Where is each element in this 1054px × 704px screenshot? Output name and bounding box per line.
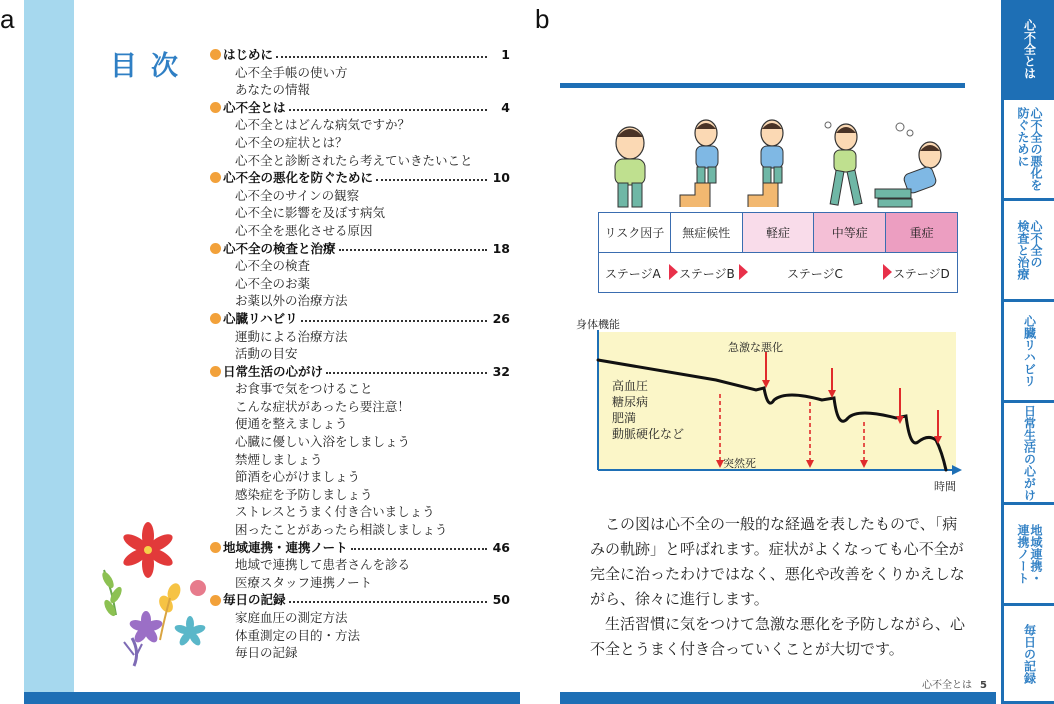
toc-subsection[interactable]: 心不全に影響を及ぼす病気 [235,205,386,221]
toc-subsection[interactable]: 家庭血圧の測定方法 [235,610,348,625]
severity-cell: 軽症 [743,213,815,252]
patient-figures-illustration [600,115,960,210]
page-bottom-bar [560,692,996,704]
toc-subsection[interactable]: お薬以外の治療方法 [235,293,348,309]
chart-annotation-sudden-worsening: 急激な悪化 [728,341,783,354]
bullet-icon [210,366,221,377]
stage-label: ステージD [893,267,950,281]
toc-section[interactable] [210,169,510,187]
dot-leader [339,249,487,251]
panel-label-a: a [0,4,15,34]
severity-cell: 無症候性 [671,213,743,252]
figure-stairs-1 [680,120,718,207]
table-of-contents [210,46,510,662]
section-tab-label: 毎日の記録 [1022,623,1037,684]
section-tab[interactable] [1001,100,1054,201]
toc-page-number: 46 [492,539,510,555]
stage-arrow-icon [669,264,678,280]
toc-subsection[interactable]: 活動の目安 [235,346,298,362]
page-footer [922,676,987,691]
x-axis-arrow-icon [952,465,962,475]
toc-subsection[interactable]: 心臓に優しい入浴をしましょう [235,434,411,450]
dot-leader [276,56,487,58]
toc-section[interactable] [210,363,510,381]
dot-leader [289,109,487,111]
body-text [590,512,970,662]
severity-cell: 中等症 [814,213,886,252]
toc-page-number: 26 [492,310,510,326]
bullet-icon [210,243,221,254]
toc-section-title: 心不全とは [223,99,286,115]
body-paragraph: この図は心不全の一般的な経過を表したもので、「病みの軌跡」と呼ばれます。症状がよくなっても心不全が完全に治ったわけではなく、悪化や改善をくりかえしながら、徐々に進行します。 [590,515,965,608]
disease-item: 糖尿病 [612,395,649,409]
dot-leader [289,601,487,603]
section-tab-label: 心臓リハビリ [1022,315,1037,387]
content-page [560,0,996,704]
toc-subsection[interactable]: 便通を整えましょう [235,416,348,432]
bullet-icon [210,172,221,183]
toc-subsection[interactable]: 心不全を悪化させる原因 [235,222,373,238]
section-tab[interactable] [1001,403,1054,505]
footer-page-number: 5 [980,680,987,691]
toc-subsection[interactable]: 心不全の検査 [235,258,311,274]
section-tab-label: 心不全とは [1022,18,1037,79]
toc-section[interactable] [210,591,510,609]
risk-disease-list [612,378,684,442]
toc-subsection[interactable]: 心不全のサインの観察 [235,187,360,203]
disease-item: 動脈硬化など [612,427,685,441]
toc-page [24,0,520,704]
chart-annotation-sudden-death: 突然死 [723,457,756,470]
chart-y-label: 身体機能 [576,318,620,331]
section-tab[interactable] [1001,606,1054,704]
toc-subsection[interactable]: 困ったことがあったら相談しましょう [235,522,448,538]
chart-x-label: 時間 [934,480,956,493]
toc-section-title: 心不全の検査と治療 [223,240,336,256]
footer-section: 心不全とは [922,680,972,691]
toc-section[interactable] [210,46,510,64]
toc-section[interactable] [210,539,510,557]
toc-page-number: 50 [492,592,510,608]
figure-collapsed [875,123,941,207]
toc-subsection[interactable]: 心不全とはどんな病気ですか？ [235,117,411,133]
section-tab[interactable] [1001,505,1054,606]
toc-section-title: 地域連携・連携ノート [223,539,348,555]
disease-item: 肥満 [612,411,637,425]
toc-subsection[interactable]: 毎日の記録 [235,645,298,661]
toc-subsection[interactable]: こんな症状があったら要注意！ [235,398,410,414]
bullet-icon [210,102,221,113]
toc-subsection[interactable]: ストレスとうまく付き合いましょう [235,504,435,520]
section-tab-label: 心不全の悪化を 防ぐために [1016,107,1043,191]
body-paragraph: 生活習慣に気をつけて急激な悪化を予防しながら、心不全とうまく付き合っていくことが大切です。 [590,615,966,658]
toc-subsection[interactable]: 節酒を心がけましょう [235,469,361,485]
page-side-stripe [24,0,74,704]
severity-row [599,213,957,253]
toc-section-title: 心臓リハビリ [223,310,298,326]
figure-walking [825,122,862,205]
stage-row [599,253,957,293]
toc-subsection[interactable]: 地域で連携して患者さんを診る [235,557,411,573]
toc-subsection[interactable]: お食事で気をつけること [235,381,373,397]
toc-section[interactable] [210,310,510,328]
header-rule [560,83,965,88]
toc-section[interactable] [210,240,510,258]
page-bottom-bar [24,692,520,704]
section-tab-label: 地域連携・ 連携ノート [1016,524,1043,584]
stage-label: ステージC [787,267,843,281]
toc-subsection[interactable]: 感染症を予防しましょう [235,486,373,502]
bullet-icon [210,313,221,324]
toc-title: 目次 [110,51,192,82]
severity-cell: リスク因子 [599,213,671,252]
toc-section-title: はじめに [223,47,274,62]
section-tab-label: 日常生活の心がけ [1022,404,1037,501]
toc-section-title: 心不全の悪化を防ぐために [223,170,374,186]
toc-page-number: 10 [492,170,510,186]
toc-page-number: 1 [501,47,510,62]
dot-leader [301,320,487,322]
stage-table [598,212,958,293]
toc-section-title: 日常生活の心がけ [223,363,324,379]
toc-section-title: 毎日の記録 [223,592,286,608]
section-tab[interactable] [1001,201,1054,302]
toc-subsection[interactable]: 禁煙しましょう [235,451,323,467]
toc-page-number: 32 [492,363,510,379]
section-tab-label: 心不全の 検査と治療 [1016,220,1043,280]
stage-arrow-icon [883,264,892,280]
section-tab[interactable] [1001,0,1054,100]
toc-subsection[interactable]: 体重測定の目的・方法 [235,627,361,643]
panel-label-b: b [535,4,550,34]
toc-subsection[interactable]: 心不全手帳の使い方 [235,64,348,80]
flower-illustration [94,520,214,670]
stage-label: ステージA [605,267,661,281]
toc-page-number: 18 [492,240,510,256]
toc-page-number: 4 [501,99,510,115]
toc-subsection[interactable]: あなたの情報 [235,82,311,98]
toc-subsection[interactable]: 医療スタッフ連携ノート [235,574,373,590]
figure-stairs-2 [748,120,783,207]
toc-subsection[interactable]: 心不全のお薬 [235,275,311,291]
stage-label: ステージB [679,267,735,281]
toc-subsection[interactable]: 心不全の症状とは？ [235,134,348,150]
figure-standing [615,127,645,207]
toc-subsection[interactable]: 心不全と診断されたら考えていきたいこと [235,152,473,168]
dot-leader [326,372,487,374]
toc-subsection[interactable]: 運動による治療方法 [235,328,348,344]
section-tab[interactable] [1001,302,1054,403]
severity-cell: 重症 [886,213,957,252]
toc-section[interactable] [210,99,510,117]
dot-leader [351,548,487,550]
stage-arrow-icon [739,264,748,280]
section-tabs [1001,0,1054,704]
bullet-icon [210,49,221,60]
red-flower [121,522,175,578]
dot-leader [376,179,487,181]
disease-item: 高血圧 [612,379,649,393]
